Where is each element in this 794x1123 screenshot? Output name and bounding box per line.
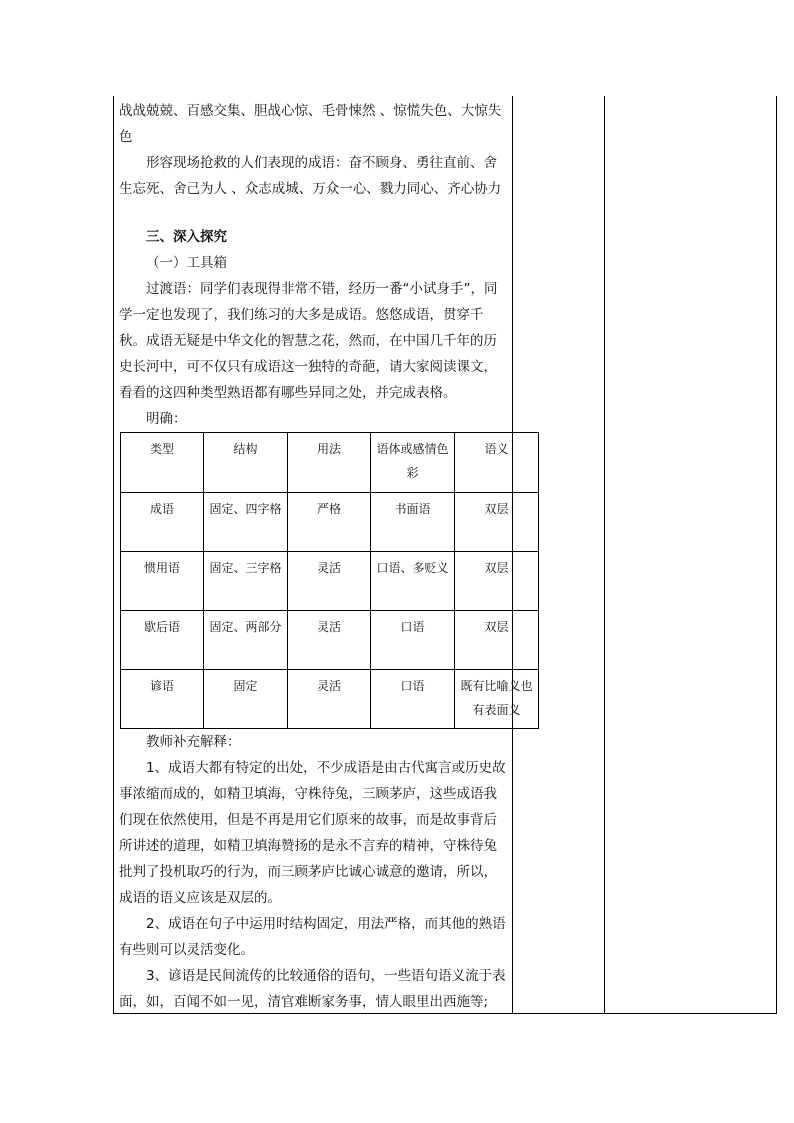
table-header-cell: 用法 xyxy=(288,433,371,493)
table-cell: 双层 xyxy=(455,493,539,552)
table-cell: 双层 xyxy=(455,552,539,611)
idiom-list-fear: 战战兢兢、百感交集、胆战心惊、毛骨悚然 、惊慌失色、大惊失色 xyxy=(119,103,502,145)
explanation-paragraph-2: 2、成语在句子中运用时结构固定，用法严格，而其他的熟语有些则可以灵活变化。 xyxy=(119,916,506,958)
idiom-comparison-table xyxy=(120,432,539,729)
table-cell: 口语 xyxy=(371,611,455,670)
table-cell: 灵活 xyxy=(288,611,371,670)
table-cell: 固定、三字格 xyxy=(204,552,288,611)
teacher-explanation-label: 教师补充解释： xyxy=(146,734,241,750)
table-header-cell: 语义 xyxy=(455,433,539,493)
table-cell: 固定、四字格 xyxy=(204,493,288,552)
table-cell: 既有比喻义也有表面义 xyxy=(455,670,539,729)
table-cell: 灵活 xyxy=(288,670,371,729)
table-cell: 成语 xyxy=(121,493,204,552)
table-row xyxy=(121,552,539,611)
table-header-cell: 语体或感情色彩 xyxy=(371,433,455,493)
table-cell: 惯用语 xyxy=(121,552,204,611)
table-cell: 严格 xyxy=(288,493,371,552)
table-cell: 双层 xyxy=(455,611,539,670)
table-cell: 书面语 xyxy=(371,493,455,552)
section-title: 三、深入探究 xyxy=(146,229,227,245)
table-cell: 口语 xyxy=(371,670,455,729)
table-header-row xyxy=(121,433,539,493)
table-row xyxy=(121,611,539,670)
table-header-cell: 类型 xyxy=(121,433,204,493)
table-cell: 歇后语 xyxy=(121,611,204,670)
table-cell: 固定、两部分 xyxy=(204,611,288,670)
table-border-left xyxy=(113,96,114,1014)
table-cell: 口语、多贬义 xyxy=(371,552,455,611)
table-border-right xyxy=(776,96,777,1014)
table-cell: 固定 xyxy=(204,670,288,729)
table-header-cell: 结构 xyxy=(204,433,288,493)
idiom-list-rescue: 形容现场抢救的人们表现的成语：奋不顾身、勇往直前、舍生忘死、舍己为人 、众志成城、万众一心、戮力同心、齐心协力 xyxy=(119,155,502,197)
transition-paragraph: 过渡语：同学们表现得非常不错，经历一番“小试身手”，同学一定也发现了，我们练习的大多是成语。悠悠成语，贯穿千秋。成语无疑是中华文化的智慧之花，然而，在中国几千年的历史长河中，可不仅只有成语这一独特的奇葩，请大家阅读课文，看看的这四种类型熟语都有哪些异同之处，并完成表格。 xyxy=(119,281,498,401)
clarify-label: 明确： xyxy=(146,411,187,427)
table-cell: 灵活 xyxy=(288,552,371,611)
table-row xyxy=(121,670,539,729)
table-border-divider-2 xyxy=(604,96,605,1014)
explanation-paragraph-1: 1、成语大都有特定的出处，不少成语是由古代寓言或历史故事浓缩而成的，如精卫填海，守株待兔，三顾茅庐，这些成语我们现在依然使用，但是不再是用它们原来的故事，而是故事背后所讲述的道理，如精卫填海赞扬的是永不言弃的精神，守株待兔批判了投机取巧的行为，而三顾茅庐比诚心诚意的邀请，所以，成语的语义应该是双层的。 xyxy=(119,760,506,906)
lesson-content-cell xyxy=(119,98,533,1015)
table-cell: 谚语 xyxy=(121,670,204,729)
subsection-title: （一）工具箱 xyxy=(146,255,227,271)
table-row xyxy=(121,493,539,552)
explanation-paragraph-3: 3、谚语是民间流传的比较通俗的语句，一些语句语义流于表面，如，百闻不如一见，清官难断家务事，情人眼里出西施等; xyxy=(119,968,506,1010)
